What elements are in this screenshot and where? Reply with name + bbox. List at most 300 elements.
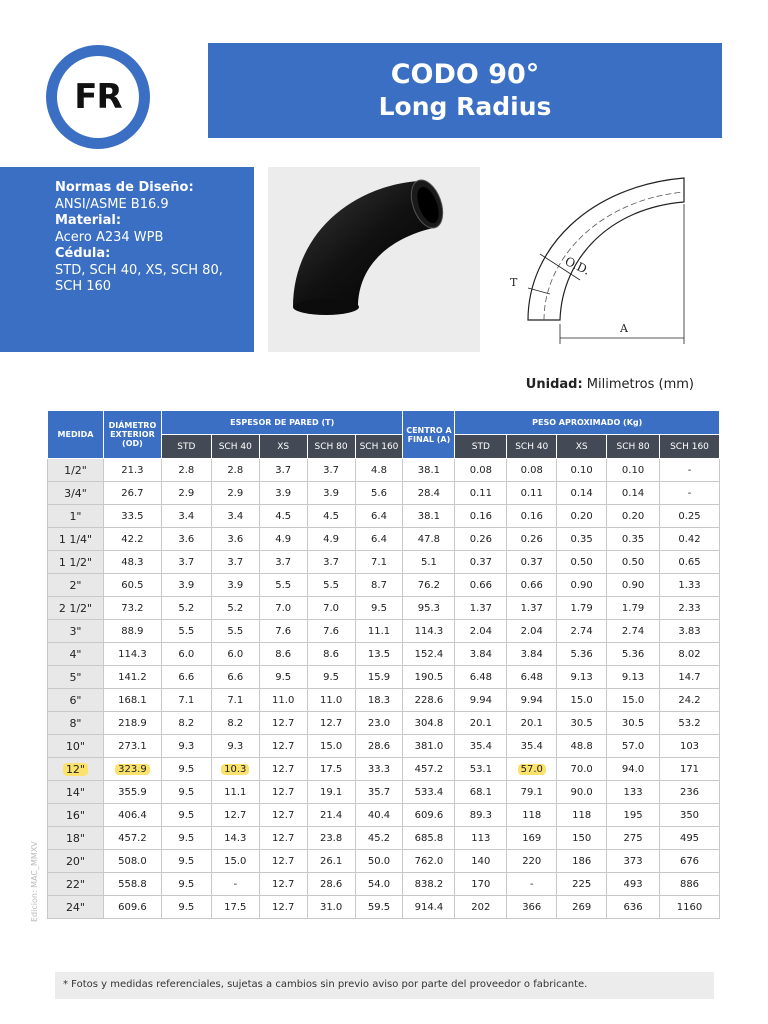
value-cell: 0.66 <box>507 574 557 597</box>
table-row <box>48 597 720 620</box>
value-cell: 6.0 <box>161 643 211 666</box>
value-cell: 6.0 <box>211 643 259 666</box>
footer-note: * Fotos y medidas referenciales, sujetas a cambios sin previo aviso por parte del proveedor o fabricante. <box>55 972 714 999</box>
size-cell: 1 1/4" <box>48 528 104 551</box>
size-cell: 22" <box>48 873 104 896</box>
value-cell: 1160 <box>660 896 720 919</box>
value-cell: 57.0 <box>607 735 660 758</box>
value-cell: - <box>507 873 557 896</box>
value-cell: 59.5 <box>355 896 403 919</box>
value-cell: 8.2 <box>211 712 259 735</box>
value-cell: 28.6 <box>355 735 403 758</box>
value-cell: 114.3 <box>103 643 161 666</box>
value-cell: 685.8 <box>403 827 455 850</box>
value-cell: 7.1 <box>161 689 211 712</box>
subheader-cell: SCH 40 <box>507 435 557 459</box>
value-cell: 609.6 <box>103 896 161 919</box>
value-cell: 141.2 <box>103 666 161 689</box>
value-cell: 9.13 <box>607 666 660 689</box>
value-cell: 3.6 <box>161 528 211 551</box>
value-cell: 2.74 <box>607 620 660 643</box>
value-cell: 6.48 <box>455 666 507 689</box>
value-cell: 9.5 <box>307 666 355 689</box>
value-cell: 381.0 <box>403 735 455 758</box>
size-cell: 3" <box>48 620 104 643</box>
norms-label: Normas de Diseño: <box>55 180 194 195</box>
material-label: Material: <box>55 213 122 228</box>
value-cell: 20.1 <box>455 712 507 735</box>
value-cell: 19.1 <box>307 781 355 804</box>
value-cell: 30.5 <box>607 712 660 735</box>
value-cell: 5.36 <box>607 643 660 666</box>
value-cell: 13.5 <box>355 643 403 666</box>
value-cell: 47.8 <box>403 528 455 551</box>
elbow-diagram-icon <box>500 168 700 350</box>
table-row <box>48 528 720 551</box>
value-cell: 94.0 <box>607 758 660 781</box>
value-cell: 3.4 <box>211 505 259 528</box>
value-cell: 0.14 <box>557 482 607 505</box>
table-row <box>48 551 720 574</box>
value-cell: 12.7 <box>307 712 355 735</box>
norms-value: ANSI/ASME B16.9 <box>55 196 169 212</box>
value-cell: 9.5 <box>161 850 211 873</box>
size-cell: 20" <box>48 850 104 873</box>
value-cell: 53.1 <box>455 758 507 781</box>
value-cell: 5.2 <box>211 597 259 620</box>
value-cell: 0.08 <box>455 459 507 482</box>
value-cell: 269 <box>557 896 607 919</box>
cedula-label: Cédula: <box>55 246 111 261</box>
value-cell: 3.7 <box>307 551 355 574</box>
size-cell: 24" <box>48 896 104 919</box>
value-cell: 1.79 <box>557 597 607 620</box>
value-cell: 3.9 <box>307 482 355 505</box>
value-cell: 0.50 <box>557 551 607 574</box>
table-row <box>48 827 720 850</box>
value-cell: 6.4 <box>355 528 403 551</box>
value-cell: 366 <box>507 896 557 919</box>
value-cell: 533.4 <box>403 781 455 804</box>
value-cell: - <box>660 459 720 482</box>
value-cell: - <box>660 482 720 505</box>
value-cell: 38.1 <box>403 505 455 528</box>
value-cell: 7.1 <box>355 551 403 574</box>
size-cell: 10" <box>48 735 104 758</box>
value-cell: 133 <box>607 781 660 804</box>
value-cell: 4.9 <box>259 528 307 551</box>
value-cell: 186 <box>557 850 607 873</box>
table-row <box>48 896 720 919</box>
value-cell: 6.4 <box>355 505 403 528</box>
value-cell: 114.3 <box>403 620 455 643</box>
value-cell: 0.42 <box>660 528 720 551</box>
value-cell: 48.8 <box>557 735 607 758</box>
size-cell: 14" <box>48 781 104 804</box>
value-cell: 7.1 <box>211 689 259 712</box>
value-cell: 54.0 <box>355 873 403 896</box>
a-label: A <box>620 322 628 335</box>
value-cell: 23.8 <box>307 827 355 850</box>
value-cell: 2.8 <box>161 459 211 482</box>
logo-text: FR <box>74 77 122 117</box>
value-cell: 31.0 <box>307 896 355 919</box>
subheader-cell: SCH 160 <box>660 435 720 459</box>
value-cell: 0.35 <box>607 528 660 551</box>
size-cell: 1/2" <box>48 459 104 482</box>
value-cell: 2.04 <box>455 620 507 643</box>
value-cell: 15.0 <box>211 850 259 873</box>
value-cell: 2.9 <box>161 482 211 505</box>
value-cell: 0.25 <box>660 505 720 528</box>
value-cell: 9.3 <box>161 735 211 758</box>
value-cell: 73.2 <box>103 597 161 620</box>
value-cell: 2.9 <box>211 482 259 505</box>
value-cell: 5.5 <box>259 574 307 597</box>
value-cell: 228.6 <box>403 689 455 712</box>
value-cell: 1.33 <box>660 574 720 597</box>
material-value: Acero A234 WPB <box>55 229 164 245</box>
value-cell: 5.36 <box>557 643 607 666</box>
table-row <box>48 712 720 735</box>
size-cell <box>48 758 104 781</box>
value-cell: 26.1 <box>307 850 355 873</box>
value-cell: 0.90 <box>607 574 660 597</box>
value-cell: 42.2 <box>103 528 161 551</box>
value-cell: 33.3 <box>355 758 403 781</box>
value-cell: 3.4 <box>161 505 211 528</box>
value-cell: 5.1 <box>403 551 455 574</box>
value-cell: 350 <box>660 804 720 827</box>
value-cell: 152.4 <box>403 643 455 666</box>
value-cell: 0.66 <box>455 574 507 597</box>
value-cell: 762.0 <box>403 850 455 873</box>
highlighted-value: 10.3 <box>221 764 249 775</box>
value-cell: 3.7 <box>211 551 259 574</box>
value-cell: 373 <box>607 850 660 873</box>
value-cell: 3.7 <box>259 459 307 482</box>
header-medida: MEDIDA <box>48 411 104 459</box>
value-cell: 30.5 <box>557 712 607 735</box>
watermark-area <box>30 841 40 1024</box>
value-cell: 1.79 <box>607 597 660 620</box>
value-cell: 7.0 <box>307 597 355 620</box>
fr-logo <box>46 45 150 149</box>
table-row <box>48 804 720 827</box>
spec-panel <box>0 167 254 352</box>
product-subtitle: Long Radius <box>378 91 552 121</box>
title-banner <box>208 43 722 138</box>
size-cell: 1 1/2" <box>48 551 104 574</box>
highlighted-value: 57.0 <box>518 764 546 775</box>
size-cell: 8" <box>48 712 104 735</box>
value-cell: 9.3 <box>211 735 259 758</box>
table-row <box>48 505 720 528</box>
value-cell: 118 <box>507 804 557 827</box>
value-cell: 304.8 <box>403 712 455 735</box>
value-cell: 0.10 <box>557 459 607 482</box>
value-cell: 140 <box>455 850 507 873</box>
value-cell: 9.94 <box>507 689 557 712</box>
value-cell: 18.3 <box>355 689 403 712</box>
value-cell: 60.5 <box>103 574 161 597</box>
value-cell: 1.37 <box>455 597 507 620</box>
value-cell: 558.8 <box>103 873 161 896</box>
value-cell: 2.33 <box>660 597 720 620</box>
table-row <box>48 643 720 666</box>
value-cell: 220 <box>507 850 557 873</box>
unit-label: Unidad: <box>525 377 583 392</box>
subheader-cell: XS <box>259 435 307 459</box>
table-row <box>48 689 720 712</box>
value-cell: 838.2 <box>403 873 455 896</box>
watermark-text: Edicion: MAC_MMXV <box>30 841 39 922</box>
value-cell: 15.0 <box>607 689 660 712</box>
value-cell: 12.7 <box>259 712 307 735</box>
size-cell: 1" <box>48 505 104 528</box>
size-cell: 2 1/2" <box>48 597 104 620</box>
value-cell: 35.4 <box>507 735 557 758</box>
unit-line <box>526 377 694 392</box>
value-cell <box>507 758 557 781</box>
value-cell: 9.13 <box>557 666 607 689</box>
value-cell: 355.9 <box>103 781 161 804</box>
table-row <box>48 850 720 873</box>
value-cell: 38.1 <box>403 459 455 482</box>
value-cell: 5.2 <box>161 597 211 620</box>
value-cell: 3.9 <box>211 574 259 597</box>
value-cell: 1.37 <box>507 597 557 620</box>
value-cell: 4.5 <box>307 505 355 528</box>
size-cell: 16" <box>48 804 104 827</box>
value-cell: 636 <box>607 896 660 919</box>
value-cell: 457.2 <box>103 827 161 850</box>
value-cell: 12.7 <box>259 850 307 873</box>
value-cell: 7.6 <box>307 620 355 643</box>
value-cell: 15.0 <box>307 735 355 758</box>
value-cell: 0.11 <box>455 482 507 505</box>
value-cell: 68.1 <box>455 781 507 804</box>
table-row <box>48 873 720 896</box>
value-cell: 21.3 <box>103 459 161 482</box>
value-cell: 4.9 <box>307 528 355 551</box>
value-cell: 26.7 <box>103 482 161 505</box>
value-cell: 7.0 <box>259 597 307 620</box>
value-cell: 12.7 <box>259 827 307 850</box>
header-peso: PESO APROXIMADO (Kg) <box>455 411 720 435</box>
value-cell: 35.4 <box>455 735 507 758</box>
value-cell: 676 <box>660 850 720 873</box>
value-cell: 15.9 <box>355 666 403 689</box>
value-cell: 79.1 <box>507 781 557 804</box>
table-row <box>48 574 720 597</box>
value-cell: 0.20 <box>557 505 607 528</box>
value-cell: 3.7 <box>259 551 307 574</box>
value-cell: 4.5 <box>259 505 307 528</box>
product-title: CODO 90° <box>390 58 540 90</box>
value-cell: 8.02 <box>660 643 720 666</box>
value-cell: 21.4 <box>307 804 355 827</box>
value-cell: 0.26 <box>455 528 507 551</box>
value-cell: 9.5 <box>355 597 403 620</box>
value-cell: 169 <box>507 827 557 850</box>
value-cell: 9.5 <box>161 804 211 827</box>
value-cell: 14.3 <box>211 827 259 850</box>
value-cell: 11.1 <box>211 781 259 804</box>
size-cell: 5" <box>48 666 104 689</box>
value-cell: 168.1 <box>103 689 161 712</box>
value-cell: 0.37 <box>455 551 507 574</box>
value-cell: 9.94 <box>455 689 507 712</box>
value-cell: 609.6 <box>403 804 455 827</box>
value-cell: 0.26 <box>507 528 557 551</box>
value-cell: 2.8 <box>211 459 259 482</box>
value-cell: 5.5 <box>161 620 211 643</box>
value-cell: 0.16 <box>455 505 507 528</box>
value-cell: 7.6 <box>259 620 307 643</box>
dimensions-table <box>47 410 720 919</box>
value-cell: 0.90 <box>557 574 607 597</box>
table-row <box>48 482 720 505</box>
elbow-photo-icon <box>268 167 480 352</box>
highlighted-value: 12" <box>63 763 88 776</box>
value-cell: 202 <box>455 896 507 919</box>
table-row <box>48 666 720 689</box>
value-cell: 508.0 <box>103 850 161 873</box>
value-cell: 12.7 <box>259 758 307 781</box>
technical-diagram <box>500 168 700 350</box>
logo-inner-circle <box>57 56 139 138</box>
value-cell: 218.9 <box>103 712 161 735</box>
table-row <box>48 735 720 758</box>
table-row <box>48 620 720 643</box>
value-cell: 150 <box>557 827 607 850</box>
value-cell: 14.7 <box>660 666 720 689</box>
header-espesor: ESPESOR DE PARED (T) <box>161 411 403 435</box>
value-cell: 0.35 <box>557 528 607 551</box>
table-row <box>48 459 720 482</box>
value-cell: 20.1 <box>507 712 557 735</box>
header-centro: CENTRO A FINAL (A) <box>403 411 455 459</box>
value-cell: 493 <box>607 873 660 896</box>
value-cell: 88.9 <box>103 620 161 643</box>
value-cell: 95.3 <box>403 597 455 620</box>
value-cell: 12.7 <box>259 735 307 758</box>
size-cell: 18" <box>48 827 104 850</box>
value-cell: 6.6 <box>161 666 211 689</box>
value-cell: 3.6 <box>211 528 259 551</box>
value-cell: 457.2 <box>403 758 455 781</box>
value-cell: 70.0 <box>557 758 607 781</box>
value-cell: 12.7 <box>211 804 259 827</box>
value-cell: 45.2 <box>355 827 403 850</box>
value-cell: 0.65 <box>660 551 720 574</box>
subheader-cell: XS <box>557 435 607 459</box>
value-cell: 9.5 <box>161 758 211 781</box>
value-cell: 3.84 <box>507 643 557 666</box>
product-photo <box>268 167 480 352</box>
value-cell: 9.5 <box>259 666 307 689</box>
value-cell: 0.10 <box>607 459 660 482</box>
value-cell: 2.74 <box>557 620 607 643</box>
header-diametro: DIÁMETRO EXTERIOR (OD) <box>103 411 161 459</box>
value-cell: 23.0 <box>355 712 403 735</box>
value-cell: 170 <box>455 873 507 896</box>
value-cell <box>103 758 161 781</box>
value-cell: 406.4 <box>103 804 161 827</box>
subheader-cell: STD <box>161 435 211 459</box>
value-cell: 8.6 <box>307 643 355 666</box>
value-cell: 225 <box>557 873 607 896</box>
size-cell: 3/4" <box>48 482 104 505</box>
value-cell: 12.7 <box>259 873 307 896</box>
value-cell: 5.6 <box>355 482 403 505</box>
unit-value: Milimetros (mm) <box>586 377 694 392</box>
value-cell: 3.7 <box>161 551 211 574</box>
subheader-cell: STD <box>455 435 507 459</box>
size-cell: 2" <box>48 574 104 597</box>
value-cell: 11.0 <box>307 689 355 712</box>
cedula-value: STD, SCH 40, XS, SCH 80, SCH 160 <box>55 262 223 294</box>
value-cell: 195 <box>607 804 660 827</box>
value-cell: 273.1 <box>103 735 161 758</box>
subheader-cell: SCH 80 <box>607 435 660 459</box>
value-cell: 8.7 <box>355 574 403 597</box>
value-cell: 12.7 <box>259 896 307 919</box>
value-cell: 0.11 <box>507 482 557 505</box>
value-cell: 3.7 <box>307 459 355 482</box>
value-cell: 9.5 <box>161 781 211 804</box>
value-cell: 17.5 <box>211 896 259 919</box>
highlighted-value: 323.9 <box>115 764 150 775</box>
value-cell: 0.16 <box>507 505 557 528</box>
t-label: T <box>510 276 518 289</box>
value-cell: 0.50 <box>607 551 660 574</box>
value-cell: 9.5 <box>161 827 211 850</box>
value-cell: 50.0 <box>355 850 403 873</box>
subheader-cell: SCH 80 <box>307 435 355 459</box>
value-cell: 4.8 <box>355 459 403 482</box>
value-cell: 0.08 <box>507 459 557 482</box>
value-cell: 9.5 <box>161 896 211 919</box>
value-cell: 5.5 <box>211 620 259 643</box>
value-cell: 11.1 <box>355 620 403 643</box>
value-cell: 0.14 <box>607 482 660 505</box>
value-cell: 886 <box>660 873 720 896</box>
value-cell: 89.3 <box>455 804 507 827</box>
size-cell: 6" <box>48 689 104 712</box>
value-cell: 2.04 <box>507 620 557 643</box>
value-cell: 5.5 <box>307 574 355 597</box>
value-cell: 113 <box>455 827 507 850</box>
value-cell: 118 <box>557 804 607 827</box>
value-cell: 33.5 <box>103 505 161 528</box>
value-cell: 0.20 <box>607 505 660 528</box>
value-cell: 3.84 <box>455 643 507 666</box>
value-cell: 3.9 <box>259 482 307 505</box>
value-cell: 103 <box>660 735 720 758</box>
value-cell: 190.5 <box>403 666 455 689</box>
value-cell: 12.7 <box>259 804 307 827</box>
value-cell: 3.83 <box>660 620 720 643</box>
value-cell: 28.6 <box>307 873 355 896</box>
value-cell: 15.0 <box>557 689 607 712</box>
table-row <box>48 781 720 804</box>
value-cell: 6.6 <box>211 666 259 689</box>
value-cell: 24.2 <box>660 689 720 712</box>
value-cell: 3.9 <box>161 574 211 597</box>
value-cell: 275 <box>607 827 660 850</box>
